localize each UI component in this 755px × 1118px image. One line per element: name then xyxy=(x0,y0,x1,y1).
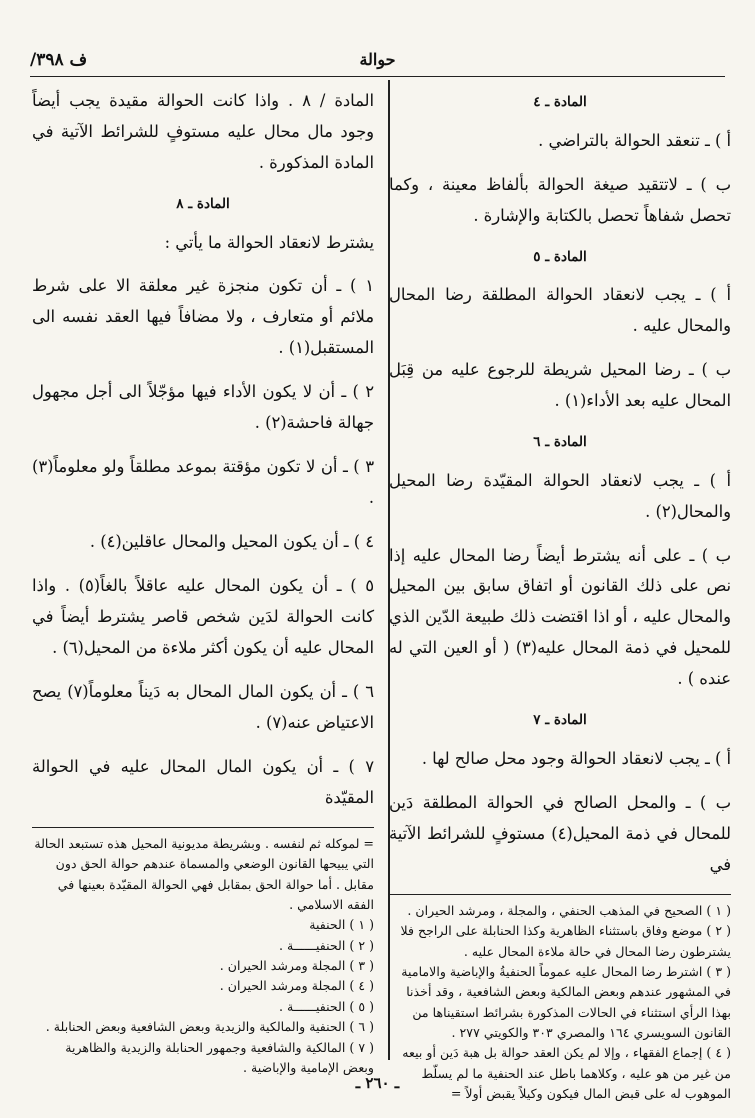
page-reference: ف ٣٩٨/ xyxy=(30,50,88,70)
footnote: ( ٦ ) الحنفية والمالكية والزيدية وبعض الشافعية وبعض الحنابلة . xyxy=(45,1019,374,1035)
article-7-a: أ ) ـ يجب لانعقاد الحوالة وجود محل صالح لها . xyxy=(421,748,731,768)
footnote: ( ٥ ) الحنفيــــــة . xyxy=(279,998,374,1014)
article-heading-6: المادة ـ ٦ xyxy=(533,433,587,450)
article-5-b: ب ) ـ رضا المحيل شريطة للرجوع عليه من قِبَل المحال عليه بعد الأداء(١) . xyxy=(389,360,731,410)
page-number: ـ ٢٦٠ ـ xyxy=(355,1074,400,1092)
footnote: ( ٣ ) المجلة ومرشد الحيران . xyxy=(219,958,374,974)
article-8-item-2: ٢ ) ـ أن لا يكون الأداء فيها مؤجّلاً الى أجل مجهول جهالة فاحشة(٢) . xyxy=(32,382,374,433)
article-8-item-1: ١ ) ـ أن تكون منجزة غير معلقة الا على شرط ملائم أو متعارف ، ولا مضافاً فيها العقد نفسه الى المستقبل(١) . xyxy=(32,276,374,358)
footnote: = لموكله ثم لنفسه . وبشريطة مديونية المحيل هذه تستبعد الحالة التي يبيحها القانون الوضعي والمسماة عندهم حوالة الحق دون مقابل . أما حوالة الحق بمقابل فهي الحوالة المقيّدة بعينها في الفقه الاسلامي . xyxy=(34,835,374,912)
article-8-item-6: ٦ ) ـ أن يكون المال المحال به دَيناً معلوماً(٧) يصح الاعتياض عنه(٧) . xyxy=(32,681,375,732)
running-title: حوالة xyxy=(359,50,396,69)
article-heading-7: المادة ـ ٧ xyxy=(533,712,587,729)
article-8-lead: يشترط لانعقاد الحوالة ما يأتي : xyxy=(164,232,374,252)
article-8-intro: المادة / ٨ . واذا كانت الحوالة مقيدة يجب أيضاً وجود مال محال عليه مستوفٍ للشرائط الآتية في المادة المذكورة . xyxy=(32,91,374,172)
footnote: ( ١ ) الصحيح في المذهب الحنفي ، والمجلة ، ومرشد الحيران . xyxy=(407,902,731,918)
footnote: ( ٤ ) إجماع الفقهاء ، وإلا لم يكن العقد حوالة بل هبة دَين أو بيعه من غير من هو عليه ، وكلاهما باطل عند الحنفية ما لم يسلّط الموهوب له على قبض المال فيكون وكيلاً يقبض أولاً = xyxy=(402,1045,731,1102)
footnote: ( ٢ ) الحنفيــــــة . xyxy=(279,937,374,953)
left-footnotes xyxy=(32,834,374,1079)
article-4-b: ب ) ـ لاتتقيد صيغة الحوالة بألفاظ معينة ، وكما تحصل شفاهاً تحصل بالكتابة والإشارة . xyxy=(389,174,731,225)
article-5-a: أ ) ـ يجب لانعقاد الحوالة المطلقة رضا المحال والمحال عليه . xyxy=(389,285,731,336)
article-8-item-7: ٧ ) ـ أن يكون المال المحال عليه في الحوالة المقيّدة xyxy=(32,756,374,807)
article-heading-4: المادة ـ ٤ xyxy=(533,94,587,110)
footnote-rule xyxy=(389,894,731,895)
article-7-b: ب ) ـ والمحل الصالح في الحوالة المطلقة دَين للمحال في ذمة المحيل(٤) مستوفٍ للشرائط الآتية في xyxy=(389,792,731,874)
footnote-rule xyxy=(32,827,374,828)
article-heading-5: المادة ـ ٥ xyxy=(533,248,587,265)
article-6-b: ب ) ـ على أنه يشترط أيضاً رضا المحال عليه إذا نص على ذلك القانون أو اتفاق سابق بين المحيل والمحال عليه ، أو اذا اقتضت ذلك طبيعة الدّين الذي للمحيل في ذمة المحال عليه(٣) ( أو العين التي له عنده ) . xyxy=(389,545,731,689)
article-8-item-3: ٣ ) ـ أن لا تكون مؤقتة بموعد مطلقاً ولو معلوماً(٣) . xyxy=(32,457,374,508)
article-6-a: أ ) ـ يجب لانعقاد الحوالة المقيّدة رضا المحيل والمحال(٢) . xyxy=(389,470,731,521)
footnote: ( ٣ ) اشترط رضا المحال عليه عموماً الحنفيةُ والإباضية والامامية في المشهور عندهم وبعض المالكية وبعض الشافعية ، وقد أخذنا بهذا الرأي استثناء في الحالات المذكورة بشرائط استقيناها من القانون السويسري ١٦٤ والمصري ٣٠٣ والكويتي ٢٧٧ . xyxy=(401,963,731,1041)
footnote: ( ١ ) الحنفية xyxy=(309,917,374,933)
page-header xyxy=(30,48,725,77)
article-4-a: أ ) ـ تنعقد الحوالة بالتراضي . xyxy=(538,130,731,150)
left-column xyxy=(32,86,374,1078)
article-8-item-5: ٥ ) ـ أن يكون المحال عليه عاقلاً بالغاً(٥) . واذا كانت الحوالة لدَين شخص قاصر يشترط أيضاً في المحال عليه أن يكون أكثر ملاءة من المحيل(٦) . xyxy=(32,576,374,657)
article-heading-8: المادة ـ ٨ xyxy=(176,195,230,212)
article-8-item-4: ٤ ) ـ أن يكون المحيل والمحال عاقلين(٤) . xyxy=(89,532,374,552)
footnote: ( ٧ ) المالكية والشافعية وجمهور الحنابلة والزيدية والظاهرية وبعض الإمامية والإباضية . xyxy=(65,1039,374,1076)
right-column xyxy=(389,86,731,1105)
footnote: ( ٤ ) المجلة ومرشد الحيران . xyxy=(219,978,374,994)
footnote: ( ٢ ) موضع وفاق باستثناء الظاهرية وكذا الحنابلة على الراجح فلا يشترطون رضا المحال في حالة ملاءة المحال عليه . xyxy=(400,923,731,959)
